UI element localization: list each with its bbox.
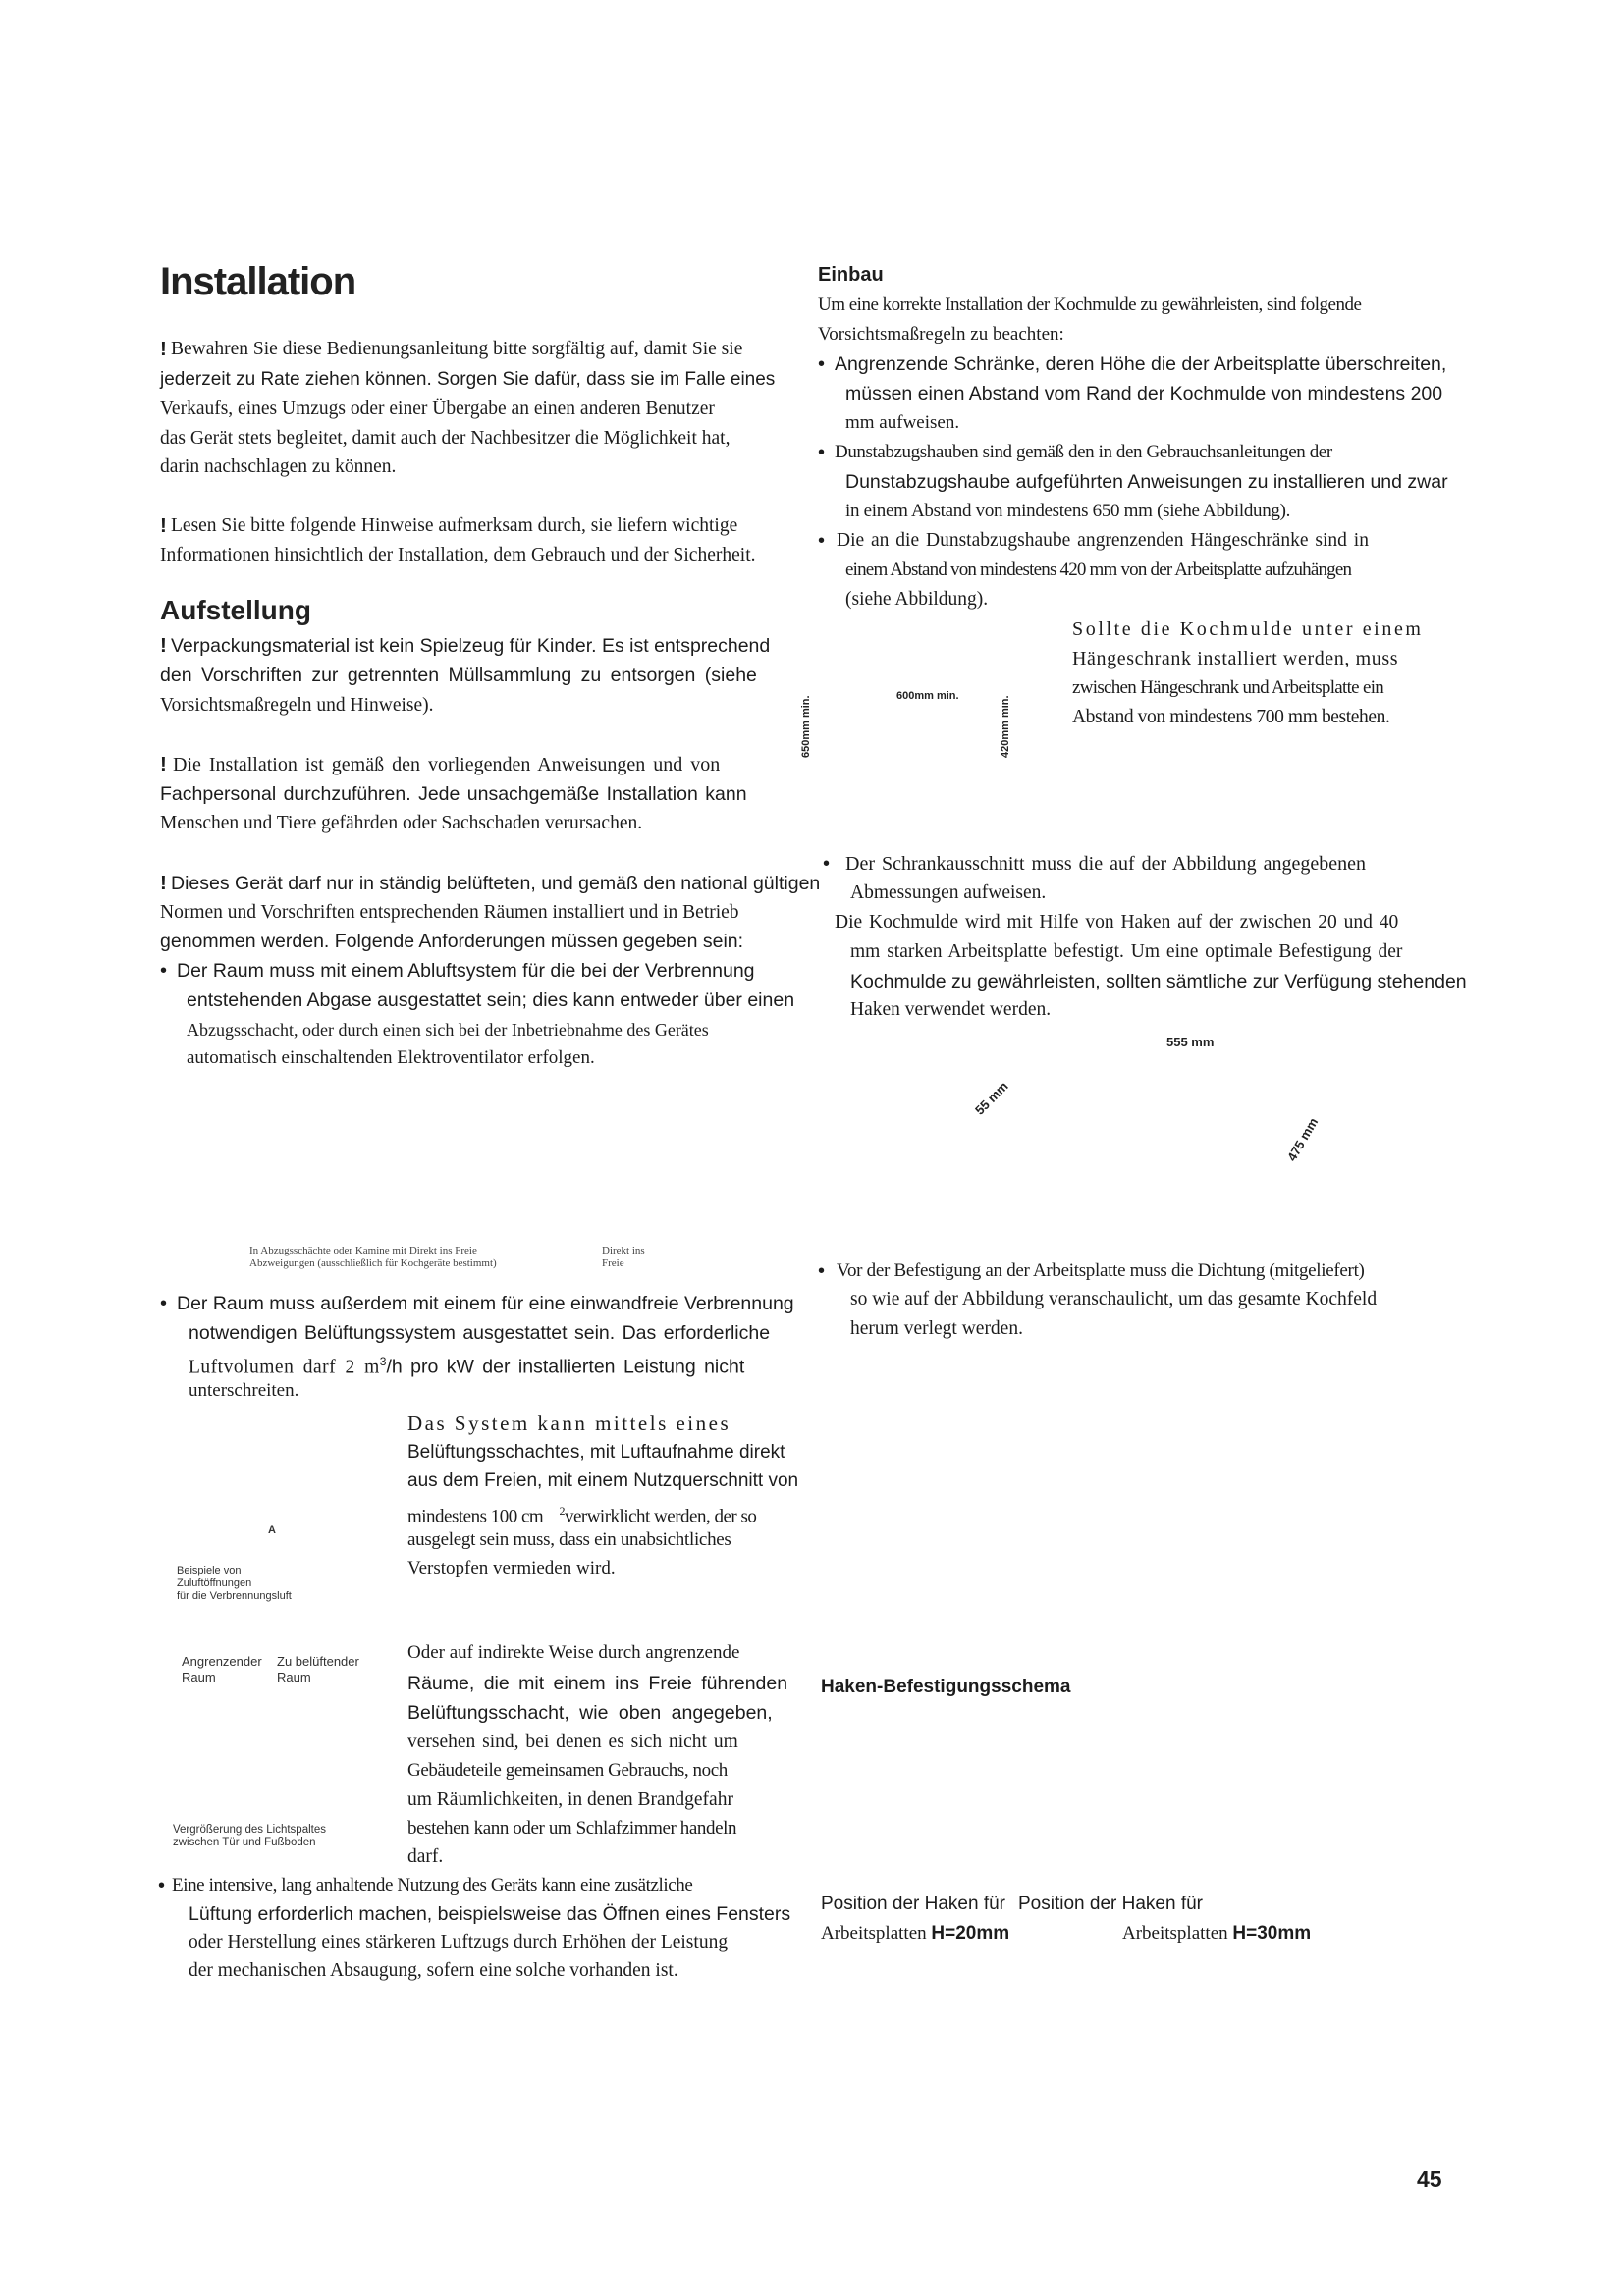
- section-heading: Einbau: [818, 264, 884, 286]
- warning-mark: !: [160, 872, 167, 894]
- text-line: Verpackungsmaterial ist kein Spielzeug für Kinder. Es ist entsprechend: [171, 635, 771, 657]
- text-line: Verkaufs, eines Umzugs oder einer Übergabe an einen anderen Benutzer: [160, 399, 715, 419]
- text-line: um Räumlichkeiten, in denen Brandgefahr: [407, 1789, 733, 1810]
- text-line: in einem Abstand von mindestens 650 mm (siehe Abbildung).: [845, 501, 1291, 521]
- text-line: herum verlegt werden.: [850, 1318, 1023, 1339]
- text-line: oder Herstellung eines stärkeren Luftzugs durch Erhöhen der Leistung: [189, 1932, 729, 1952]
- text-segment: H=30mm: [1232, 1923, 1312, 1944]
- figure-label: Raum: [182, 1670, 216, 1684]
- text-line: den Vorschriften zur getrennten Müllsammlung zu entsorgen (siehe: [160, 665, 757, 686]
- text-line: Die an die Dunstabzugshaube angrenzenden Hängeschränke sind in: [837, 530, 1369, 551]
- text-line: Abstand von mindestens 700 mm bestehen.: [1072, 707, 1390, 727]
- dimension-label: 420mm min.: [1000, 695, 1011, 758]
- text-line: Räume, die mit einem ins Freie führenden: [407, 1673, 788, 1694]
- figure-label: Angrenzender: [182, 1654, 262, 1669]
- text-line: [821, 1918, 1009, 1949]
- text-line: Gebäudeteile gemeinsamen Gebrauchs, noch: [407, 1760, 728, 1781]
- figure-label: A: [268, 1524, 276, 1536]
- text-line: Bewahren Sie diese Bedienungsanleitung bitte sorgfältig auf, damit Sie sie: [171, 339, 743, 359]
- text-line: notwendigen Belüftungssystem ausgestattet sein. Das erforderliche: [189, 1322, 771, 1344]
- text-segment: mindestens 100 cm: [407, 1506, 544, 1527]
- text-line: mm aufweisen.: [845, 412, 960, 433]
- text-line: darf.: [407, 1846, 444, 1867]
- text-segment: verwirklicht werden, der so: [564, 1506, 757, 1527]
- text-line: Kochmulde zu gewährleisten, sollten sämtliche zur Verfügung stehenden: [850, 971, 1467, 992]
- text-line: darin nachschlagen zu können.: [160, 456, 397, 477]
- text-line: Haken verwendet werden.: [850, 999, 1052, 1020]
- page-title: Installation: [160, 260, 356, 303]
- text-line: unterschreiten.: [189, 1380, 299, 1401]
- warning-mark: !: [160, 338, 167, 360]
- warning-mark: !: [160, 514, 167, 537]
- text-segment: Arbeitsplatten: [1122, 1923, 1233, 1944]
- text-line: Die Kochmulde wird mit Hilfe von Haken auf der zwischen 20 und 40: [835, 912, 1399, 933]
- bullet: •: [818, 530, 826, 552]
- superscript: 2: [559, 1504, 565, 1518]
- text-line: Die Installation ist gemäß den vorliegenden Anweisungen und von: [173, 754, 721, 775]
- text-line: Der Schrankausschnitt muss die auf der Abbildung angegebenen: [845, 853, 1366, 875]
- text-line: aus dem Freien, mit einem Nutzquerschnitt von: [407, 1470, 799, 1491]
- text-line: Position der Haken für: [821, 1894, 1005, 1914]
- bullet: •: [818, 353, 826, 375]
- dimension-label: 650mm min.: [800, 695, 812, 758]
- text-line: genommen werden. Folgende Anforderungen müssen gegeben sein:: [160, 931, 744, 952]
- figure-label: Zuluftöffnungen: [177, 1577, 252, 1589]
- text-line: Vorsichtsmaßregeln und Hinweise).: [160, 695, 434, 716]
- superscript: 3: [379, 1355, 387, 1368]
- text-line: versehen sind, bei denen es sich nicht um: [407, 1732, 738, 1752]
- figure-label: Vergrößerung des Lichtspaltes: [173, 1824, 326, 1836]
- text-segment: Luftvolumen darf 2 m: [189, 1357, 380, 1378]
- text-line: Verstopfen vermieden wird.: [407, 1558, 616, 1578]
- text-line: Vorsichtsmaßregeln zu beachten:: [818, 324, 1064, 345]
- text-line: Angrenzende Schränke, deren Höhe die der Arbeitsplatte überschreiten,: [835, 353, 1447, 375]
- dimension-label: 600mm min.: [896, 690, 959, 702]
- text-line: jederzeit zu Rate ziehen können. Sorgen Sie dafür, dass sie im Falle eines: [160, 369, 776, 390]
- text-line: entstehenden Abgase ausgestattet sein; dies kann entweder über einen: [187, 989, 795, 1011]
- text-line: Position der Haken für: [1018, 1894, 1203, 1914]
- warning-mark: !: [160, 753, 167, 775]
- page-number: 45: [1417, 2166, 1442, 2192]
- bullet: •: [818, 442, 826, 463]
- text-line: Fachpersonal durchzuführen. Jede unsachgemäße Installation kann: [160, 783, 747, 805]
- text-line: Hängeschrank installiert werden, muss: [1072, 648, 1399, 669]
- bullet: •: [818, 1260, 826, 1282]
- bullet: •: [160, 1293, 168, 1314]
- text-line: ausgelegt sein muss, dass ein unabsichtliches: [407, 1529, 731, 1550]
- text-line: Der Raum muss außerdem mit einem für eine einwandfreie Verbrennung: [177, 1293, 794, 1314]
- text-segment: H=20mm: [931, 1923, 1010, 1944]
- text-line: automatisch einschaltenden Elektroventilator erfolgen.: [187, 1047, 595, 1068]
- text-line: Sollte die Kochmulde unter einem: [1072, 618, 1424, 640]
- text-segment: Arbeitsplatten: [821, 1923, 932, 1944]
- figure-label: Zu belüftender: [277, 1654, 359, 1669]
- text-line: (siehe Abbildung).: [845, 589, 989, 610]
- bullet: •: [158, 1875, 166, 1896]
- figure-label: für die Verbrennungsluft: [177, 1590, 292, 1602]
- text-line: Informationen hinsichtlich der Installation, dem Gebrauch und der Sicherheit.: [160, 545, 756, 565]
- dimension-label: 55 mm: [972, 1078, 1011, 1118]
- figure-caption: In Abzugsschächte oder Kamine mit Direkt ins Freie: [249, 1245, 477, 1256]
- text-line: so wie auf der Abbildung veranschaulicht, um das gesamte Kochfeld: [850, 1289, 1378, 1309]
- bullet: •: [823, 853, 831, 875]
- warning-mark: !: [160, 634, 167, 657]
- text-line: Menschen und Tiere gefährden oder Sachschaden verursachen.: [160, 813, 643, 833]
- text-line: mm starken Arbeitsplatte befestigt. Um eine optimale Befestigung der: [850, 941, 1403, 962]
- text-line: einem Abstand von mindestens 420 mm von der Arbeitsplatte aufzuhängen: [845, 560, 1352, 580]
- figure-label: Raum: [277, 1670, 311, 1684]
- text-line: Lüftung erforderlich machen, beispielsweise das Öffnen eines Fensters: [189, 1903, 791, 1925]
- text-line: Um eine korrekte Installation der Kochmulde zu gewährleisten, sind folgende: [818, 294, 1362, 315]
- text-line: Vor der Befestigung an der Arbeitsplatte muss die Dichtung (mitgeliefert): [837, 1260, 1365, 1281]
- text-line: Lesen Sie bitte folgende Hinweise aufmerksam durch, sie liefern wichtige: [171, 515, 738, 536]
- section-heading: Haken-Befestigungsschema: [821, 1677, 1071, 1697]
- text-line: der mechanischen Absaugung, sofern eine solche vorhanden ist.: [189, 1960, 678, 1981]
- text-line: Belüftungsschachtes, mit Luftaufnahme direkt: [407, 1442, 785, 1463]
- text-line: Abmessungen aufweisen.: [850, 882, 1047, 903]
- text-line: zwischen Hängeschrank und Arbeitsplatte ein: [1072, 677, 1384, 698]
- text-line: Das System kann mittels eines: [407, 1412, 731, 1435]
- text-line: Dunstabzugshaube aufgeführten Anweisungen zu installieren und zwar: [845, 471, 1448, 493]
- text-segment: /h pro kW der installierten Leistung nicht: [386, 1356, 745, 1378]
- dimension-label: 475 mm: [1284, 1115, 1322, 1164]
- text-line: das Gerät stets begleitet, damit auch der Nachbesitzer die Möglichkeit hat,: [160, 428, 731, 449]
- text-line: [1122, 1918, 1311, 1949]
- figure-caption: Abzweigungen (ausschließlich für Kochgeräte bestimmt): [249, 1257, 497, 1269]
- text-line: bestehen kann oder um Schlafzimmer handeln: [407, 1818, 737, 1839]
- text-line: Dunstabzugshauben sind gemäß den in den Gebrauchsanleitungen der: [835, 442, 1332, 462]
- text-line: Belüftungsschacht, wie oben angegeben,: [407, 1702, 773, 1724]
- figure-label: Beispiele von: [177, 1565, 242, 1576]
- text-line: Eine intensive, lang anhaltende Nutzung des Geräts kann eine zusätzliche: [172, 1875, 693, 1896]
- text-line: Abzugsschacht, oder durch einen sich bei der Inbetriebnahme des Gerätes: [187, 1020, 709, 1040]
- section-heading: Aufstellung: [160, 595, 311, 625]
- figure-caption: Freie: [602, 1257, 624, 1269]
- text-line: Normen und Vorschriften entsprechenden Räumen installiert und in Betrieb: [160, 902, 739, 923]
- text-line: müssen einen Abstand vom Rand der Kochmulde von mindestens 200: [845, 383, 1443, 404]
- bullet: •: [160, 960, 168, 982]
- figure-caption: Direkt ins: [602, 1245, 645, 1256]
- text-line: Der Raum muss mit einem Abluftsystem für die bei der Verbrennung: [177, 960, 755, 982]
- figure-label: zwischen Tür und Fußboden: [173, 1837, 316, 1848]
- text-line: Oder auf indirekte Weise durch angrenzende: [407, 1642, 740, 1663]
- text-line: Dieses Gerät darf nur in ständig belüfteten, und gemäß den national gültigen: [171, 873, 821, 894]
- dimension-label: 555 mm: [1166, 1035, 1215, 1049]
